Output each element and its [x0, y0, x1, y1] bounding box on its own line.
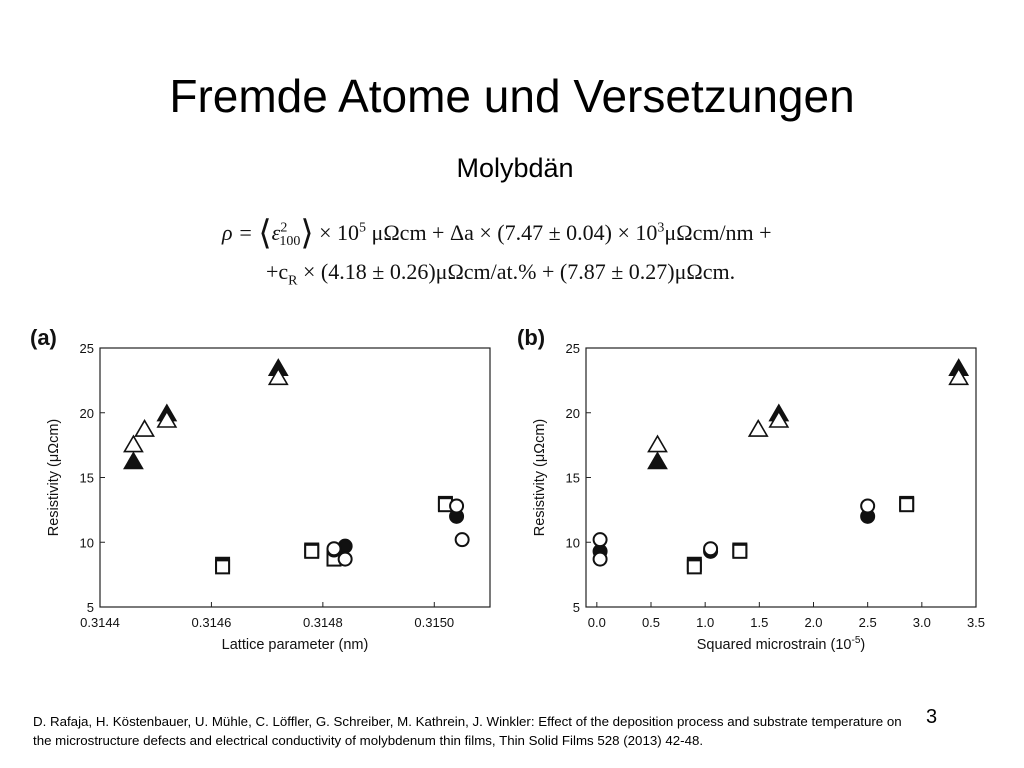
- y-tick-label: 25: [79, 341, 94, 356]
- formula2-part-b: × (4.18 ± 0.26)μΩcm/at.% + (7.87 ± 0.27)μΩcm.: [297, 259, 736, 284]
- formula2-part-a: +c: [266, 259, 289, 284]
- circle-marker: [328, 542, 341, 555]
- formula-part-c: μΩcm/nm +: [664, 220, 772, 245]
- formula-line-2: [266, 259, 735, 289]
- y-tick-label: 10: [79, 535, 94, 551]
- y-tick-label: 5: [572, 600, 580, 615]
- x-tick-label: 0.0: [587, 615, 606, 630]
- panel-label: (a): [30, 325, 57, 350]
- y-axis-label: Resistivity (μΩcm): [532, 418, 548, 537]
- x-tick-label: 2.5: [858, 615, 877, 630]
- square-marker: [900, 498, 913, 511]
- circle-marker: [861, 499, 874, 512]
- x-tick-label: 1.5: [750, 615, 769, 630]
- x-tick-label: 2.0: [804, 615, 823, 630]
- x-tick-label: 0.3146: [191, 615, 232, 630]
- angle-close: ⟩: [300, 215, 314, 252]
- chart-panel-b: [515, 318, 995, 673]
- formula-lhs: ρ =: [222, 220, 259, 245]
- circle-marker: [594, 553, 607, 566]
- x-tick-label: 3.0: [912, 615, 931, 630]
- citation-footer: D. Rafaja, H. Köstenbauer, U. Mühle, C. Löffler, G. Schreiber, M. Kathrein, J. Winkler: Effect of the deposition process and substrate temperature on the microstructure defects and electrical conductivity of molybdenum thin films, Thin Solid Films 528 (2013) 42-48.: [33, 714, 902, 748]
- square-marker: [688, 560, 701, 573]
- x-tick-label: 1.0: [696, 615, 715, 630]
- y-tick-label: 15: [79, 470, 94, 486]
- slide-subtitle: Molybdän: [456, 153, 574, 183]
- x-axis-label-sup: -5: [851, 635, 861, 646]
- formula-part-a-sup: 5: [359, 220, 367, 236]
- plot-frame: [100, 348, 490, 607]
- triangle-marker: [124, 436, 142, 451]
- circle-marker: [450, 499, 463, 512]
- x-tick-label: 0.3148: [302, 615, 343, 630]
- triangle-marker: [649, 453, 667, 468]
- y-tick-label: 20: [565, 405, 580, 421]
- square-marker: [733, 545, 746, 558]
- triangle-marker: [124, 453, 142, 468]
- circle-marker: [704, 542, 717, 555]
- formula-part-b: μΩcm + Δa × (7.47 ± 0.04) × 10: [366, 220, 658, 245]
- circle-marker: [594, 533, 607, 546]
- formula-part-a: × 10: [313, 220, 360, 245]
- formula-epsilon: ε: [271, 220, 281, 245]
- triangle-marker: [649, 436, 667, 451]
- y-tick-label: 5: [86, 600, 94, 615]
- x-axis-label: Lattice parameter (nm): [221, 637, 369, 653]
- square-marker: [216, 560, 229, 573]
- x-tick-label: 0.5: [641, 615, 661, 630]
- formula-part-b-sup: 3: [657, 220, 665, 236]
- triangle-marker: [136, 421, 154, 436]
- y-axis-label: Resistivity (μΩcm): [46, 418, 62, 537]
- x-axis-label: Squared microstrain $(10^{-5})$: [696, 635, 866, 653]
- formula-eps-sup: 2: [280, 220, 288, 236]
- x-tick-label: 0.3144: [80, 615, 120, 630]
- y-tick-label: 15: [565, 470, 580, 486]
- angle-open: ⟨: [258, 215, 272, 252]
- chart-b: [515, 318, 995, 668]
- slide-title: Fremde Atome und Versetzungen: [169, 70, 855, 122]
- circle-marker: [456, 533, 469, 546]
- chart-panel-a: [28, 318, 498, 673]
- triangle-marker: [749, 421, 767, 436]
- x-tick-label: 3.5: [966, 615, 986, 630]
- panel-label: (b): [517, 325, 546, 350]
- y-tick-label: 20: [79, 405, 94, 421]
- y-tick-label: 25: [565, 341, 580, 356]
- x-axis-label-end: ): [860, 637, 866, 653]
- chart-a: [28, 318, 498, 668]
- circle-marker: [339, 553, 352, 566]
- y-tick-label: 10: [565, 535, 580, 551]
- formula-line-1: [222, 209, 772, 250]
- formula2-sub: R: [288, 273, 298, 289]
- plot-frame: [586, 348, 976, 607]
- page-number: 3: [926, 706, 938, 728]
- formula-eps-sub: 100: [279, 234, 301, 250]
- x-tick-label: 0.3150: [414, 615, 455, 630]
- square-marker: [305, 545, 318, 558]
